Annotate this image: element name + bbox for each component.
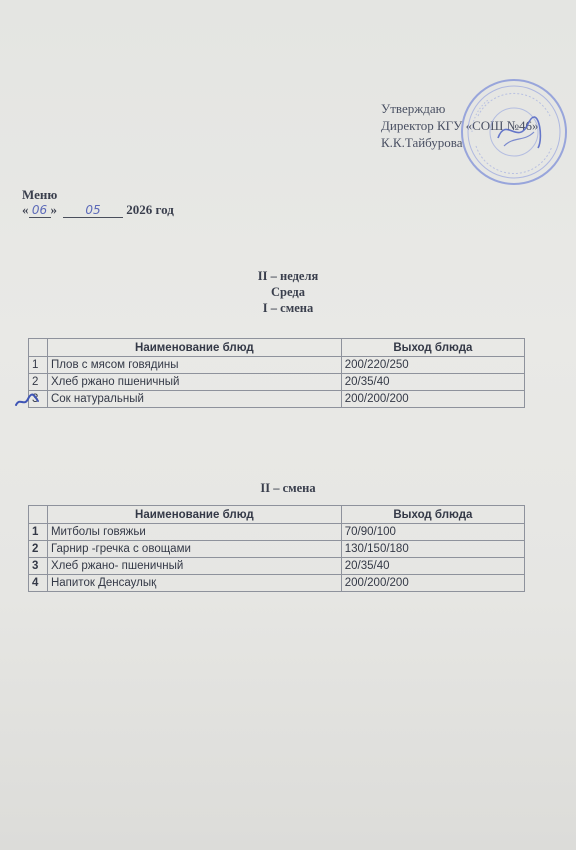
date-month: 05 xyxy=(63,203,123,218)
row-dish-name: Сок натуральный xyxy=(47,391,341,408)
row-output: 20/35/40 xyxy=(341,558,524,575)
approval-signatory: К.К.Тайбурова xyxy=(381,135,463,150)
menu-title: Меню xyxy=(22,187,58,202)
approval-position: Директор КГУ «СОШ №46» xyxy=(381,118,539,133)
table-header-row xyxy=(29,506,525,524)
row-output: 200/220/250 xyxy=(341,357,524,374)
row-number: 2 xyxy=(29,374,48,391)
week-heading xyxy=(0,268,576,316)
header-dish-name: Наименование блюд xyxy=(47,506,341,524)
row-number: 1 xyxy=(29,357,48,374)
date-day: 06 xyxy=(29,203,51,218)
pen-mark-icon xyxy=(14,391,40,409)
row-number: 4 xyxy=(29,575,48,592)
row-dish-name: Плов с мясом говядины xyxy=(47,357,341,374)
table-row xyxy=(29,524,525,541)
header-number xyxy=(29,506,48,524)
menu-date xyxy=(22,202,174,218)
header-dish-name: Наименование блюд xyxy=(47,339,341,357)
table-row xyxy=(29,541,525,558)
date-open-quote: « xyxy=(22,202,29,217)
row-dish-name: Напиток Денсаулық xyxy=(47,575,341,592)
row-dish-name: Гарнир -гречка с овощами xyxy=(47,541,341,558)
row-number: 3 xyxy=(29,391,48,408)
header-output: Выход блюда xyxy=(341,506,524,524)
table-header-row xyxy=(29,339,525,357)
date-close-quote: » xyxy=(50,202,57,217)
row-number: 3 xyxy=(29,558,48,575)
row-output: 20/35/40 xyxy=(341,374,524,391)
shift2-label: II – смена xyxy=(260,481,316,495)
day-label: Среда xyxy=(271,285,305,299)
table-row xyxy=(29,357,525,374)
row-output: 200/200/200 xyxy=(341,575,524,592)
date-year: 2026 год xyxy=(126,202,174,217)
table-row xyxy=(29,558,525,575)
row-output: 70/90/100 xyxy=(341,524,524,541)
row-dish-name: Хлеб ржано пшеничный xyxy=(47,374,341,391)
row-output: 130/150/180 xyxy=(341,541,524,558)
table-row xyxy=(29,391,525,408)
row-dish-name: Хлеб ржано- пшеничный xyxy=(47,558,341,575)
table-row xyxy=(29,374,525,391)
row-number: 2 xyxy=(29,541,48,558)
row-output: 200/200/200 xyxy=(341,391,524,408)
shift2-menu-table xyxy=(28,505,525,592)
row-number: 1 xyxy=(29,524,48,541)
shift1-menu-table xyxy=(28,338,525,408)
shift1-label: I – смена xyxy=(262,301,314,315)
week-label: II – неделя xyxy=(257,269,319,283)
header-output: Выход блюда xyxy=(341,339,524,357)
official-seal-icon xyxy=(458,76,570,188)
header-number xyxy=(29,339,48,357)
row-dish-name: Митболы говяжьи xyxy=(47,524,341,541)
approval-heading: Утверждаю xyxy=(381,101,446,116)
table-row xyxy=(29,575,525,592)
